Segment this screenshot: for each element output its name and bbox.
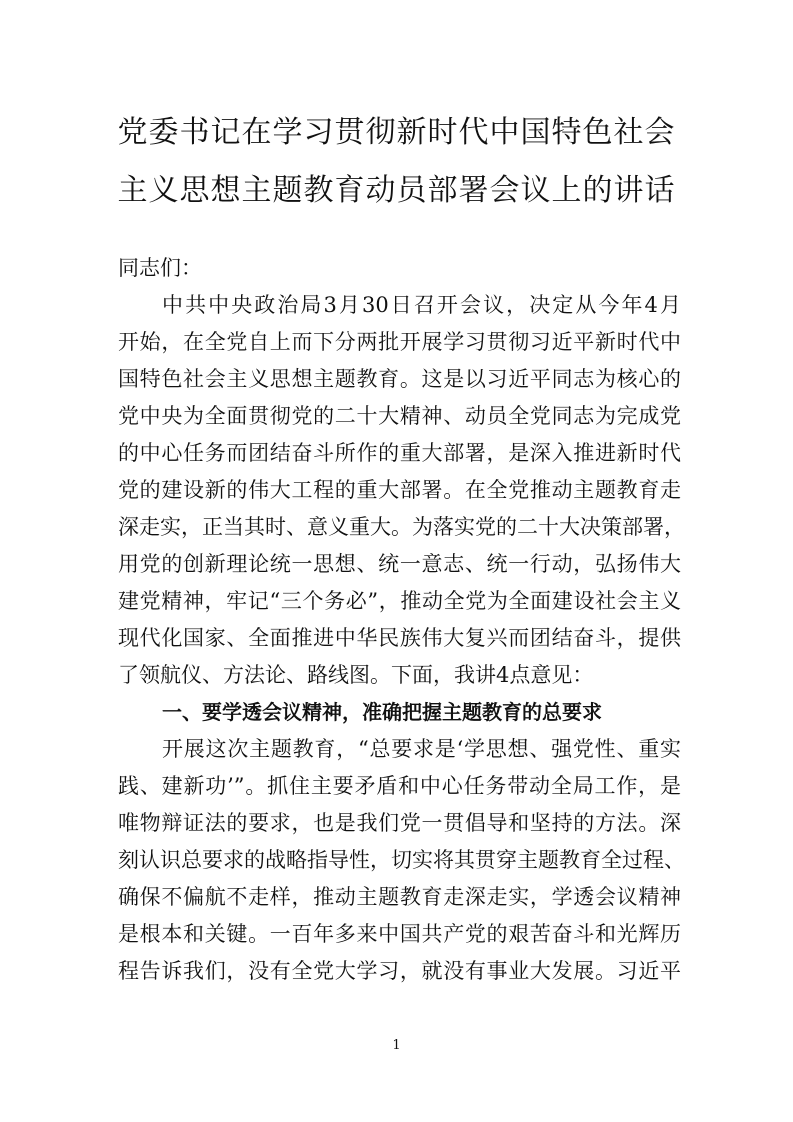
section-heading: 一、要学透会议精神，准确把握主题教育的总要求 [162,700,602,724]
paragraph-line: 程告诉我们，没有全党大学习，就没有事业大发展。习近平 [118,959,681,983]
paragraph-line: 深走实，正当其时、意义重大。为落实党的二十大决策部署， [118,515,685,539]
paragraph-line: 国特色社会主义思想主题教育。这是以习近平同志为核心的 [118,367,681,391]
document-title-line-2: 主义思想主题教育动员部署会议上的讲话 [117,173,676,208]
paragraph-line: 用党的创新理论统一思想、统一意志、统一行动，弘扬伟大 [118,552,681,576]
document-body [118,250,685,990]
paragraph-line: 唯物辩证法的要求，也是我们党一贯倡导和坚持的方法。深 [118,811,681,835]
paragraph-line: 是根本和关键。一百年多来中国共产党的艰苦奋斗和光辉历 [118,922,681,946]
paragraph-line: 开始，在全党自上而下分两批开展学习贯彻习近平新时代中 [118,330,681,354]
paragraph-line: 践、建新功’”。抓住主要矛盾和中心任务带动全局工作，是 [118,774,681,798]
paragraph-line: 建党精神，牢记“三个务必”，推动全党为全面建设社会主义 [118,589,681,613]
paragraph-line: 的中心任务而团结奋斗所作的重大部署，是深入推进新时代 [118,441,681,465]
paragraph-line: 开展这次主题教育，“总要求是‘学思想、强党性、重实 [162,737,681,761]
paragraph-line: 了领航仪、方法论、路线图。下面，我讲4点意见： [118,663,594,687]
salutation: 同志们： [118,256,202,280]
document-title-line-1: 党委书记在学习贯彻新时代中国特色社会 [117,115,676,150]
paragraph-line: 确保不偏航不走样，推动主题教育走深走实，学透会议精神 [118,885,681,909]
paragraph-line: 刻认识总要求的战略指导性，切实将其贯穿主题教育全过程、 [118,848,685,872]
paragraph-line: 党的建设新的伟大工程的重大部署。在全党推动主题教育走 [118,478,681,502]
page-number: 1 [392,1038,401,1053]
paragraph-line: 党中央为全面贯彻党的二十大精神、动员全党同志为完成党 [118,404,681,428]
paragraph-line: 中共中央政治局3月30日召开会议，决定从今年4月 [162,293,681,317]
paragraph-line: 现代化国家、全面推进中华民族伟大复兴而团结奋斗，提供 [118,626,681,650]
